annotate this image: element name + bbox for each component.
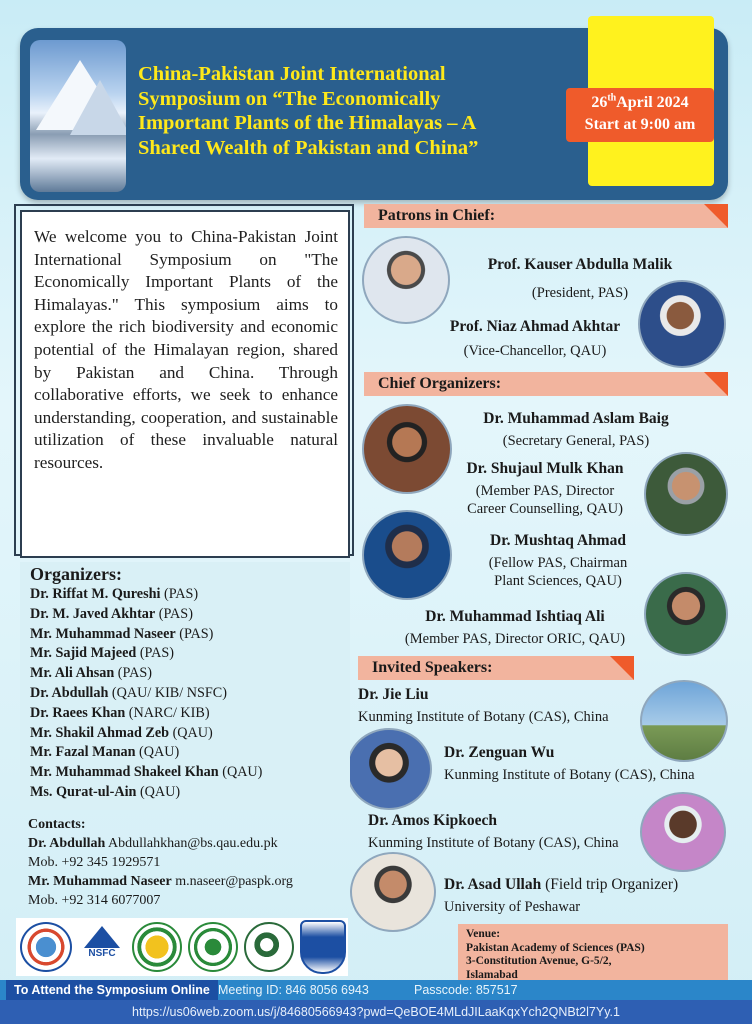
speaker-photo-kipkoech [640,792,726,872]
patron-role: (President, PAS) [531,285,629,301]
speaker-photo-wu [346,728,432,810]
contact-phone: Mob. +92 314 6077007 [28,893,161,908]
zoom-link-bar [0,1000,752,1024]
organizer-photo-ahmad [362,510,452,600]
mountain-photo [30,40,126,192]
speaker-affiliation: University of Peshawar [444,899,581,915]
list-item: Dr. Riffat M. Qureshi (PAS) [30,586,199,602]
list-item: Mr. Sajid Majeed (PAS) [30,645,174,662]
list-item: Dr. Raees Khan (NARC/ KIB) [30,704,210,721]
shield-emblem-icon [300,920,346,974]
speaker-name: Dr. Zenguan Wu [444,744,555,761]
chief-organizer-name: Dr. Shujaul Mulk Khan [466,460,624,477]
zoom-meeting-link[interactable]: https://us06web.zoom.us/j/84680566943?pwd=QeBOE4MLdJILaaKqxYch2QNBt2l7Yy.1 [132,1005,620,1019]
organizers-heading: Organizers: [30,564,122,584]
speaker-photo-liu [640,680,728,762]
nsfc-logo-icon: NSFC [76,922,128,972]
list-item: Dr. Abdullah (QAU/ KIB/ NSFC) [30,684,227,701]
contact-line: Mr. Muhammad Naseer m.naseer@paspk.org [28,874,293,889]
speaker-name: Dr. Asad Ullah (Field trip Organizer) [444,876,679,893]
list-item: Mr. Muhammad Naseer (PAS) [30,625,214,642]
meeting-passcode: Passcode: 857517 [414,983,518,997]
organizer-photo-baig [362,404,452,494]
title-line: Symposium on “The Economically [138,87,441,110]
speaker-name: Dr. Jie Liu [358,686,429,703]
venue-box [458,924,728,980]
venue-line: Pakistan Academy of Sciences (PAS) [466,941,645,954]
chief-organizer-role: Career Counselling, QAU) [467,501,623,517]
chief-organizer-name: Dr. Mushtaq Ahmad [490,532,626,549]
title-line: Shared Wealth of Pakistan and China” [138,136,479,159]
speaker-affiliation: Kunming Institute of Botany (CAS), China [444,767,695,783]
contacts-heading: Contacts: [28,817,86,832]
date-badge [566,88,714,142]
list-item: Mr. Ali Ahsan (PAS) [30,665,152,682]
contact-phone: Mob. +92 345 1929571 [28,855,161,870]
patron-photo-malik [362,236,450,324]
venue-heading: Venue: [466,928,501,940]
chief-organizer-role: (Secretary General, PAS) [502,433,650,449]
contact-email-link[interactable]: Abdullahkhan@bs.qau.edu.pk [105,836,278,851]
speaker-affiliation: Kunming Institute of Botany (CAS), China [368,835,619,851]
invited-speakers-heading: Invited Speakers: [358,656,634,680]
mountain-ridge-icon [70,80,126,135]
globe-seal-icon [20,922,72,972]
contact-email-link[interactable]: m.naseer@paspk.org [171,874,293,889]
speaker-affiliation: Kunming Institute of Botany (CAS), China [358,709,609,725]
patrons-heading: Patrons in Chief: [364,204,728,228]
chief-organizer-role: Plant Sciences, QAU) [494,573,622,589]
list-item: Mr. Muhammad Shakeel Khan (QAU) [30,764,263,781]
chief-organizer-name: Dr. Muhammad Ishtiaq Ali [425,608,605,625]
leaf-emblem-icon [188,922,238,972]
chief-organizer-role: (Member PAS, Director ORIC, QAU) [404,631,626,647]
nsfc-triangle-icon [84,926,120,948]
start-time: Start at 9:00 am [584,116,696,133]
list-item: Mr. Shakil Ahmad Zeb (QAU) [30,724,213,741]
chief-organizers-heading: Chief Organizers: [364,372,728,396]
patron-photo-akhtar [638,280,726,368]
welcome-message: We welcome you to China-Pakistan Joint International Symposium on "The Economically Important Plants of the Himalayas." This symposium aims to explore the rich biodiversity and economic potential of the Himalayan region, shared by Pakistan and China. Through collaborative efforts, we seek to enhance understanding, cooperation, and sustainable utilization of these invaluable natural resources. [20,210,350,558]
symposium-title [138,62,578,160]
list-item: Dr. M. Javed Akhtar (PAS) [30,605,193,622]
venue-line: 3-Constitution Avenue, G-5/2, [466,955,612,967]
speaker-name: Dr. Amos Kipkoech [368,812,498,829]
flower-emblem-icon [132,922,182,972]
meeting-id: Meeting ID: 846 8056 6943 [218,983,369,997]
event-date: 26thApril 2024 [591,92,689,111]
contacts-section [28,815,358,910]
venue-line: Islamabad [466,968,518,981]
attend-online-label: To Attend the Symposium Online [6,980,218,1000]
organizers-list [30,585,345,803]
patron-role: (Vice-Chancellor, QAU) [463,343,607,359]
title-line: China-Pakistan Joint International [138,63,446,85]
list-item: Ms. Qurat-ul-Ain (QAU) [30,783,181,800]
chief-organizer-role: (Member PAS, Director [475,483,615,499]
organizer-photo-ali [644,572,728,656]
list-item: Mr. Fazal Manan (QAU) [30,744,180,761]
contact-line: Dr. Abdullah Abdullahkhan@bs.qau.edu.pk [28,836,278,851]
speaker-photo-ullah [350,852,436,932]
chief-organizer-role: (Fellow PAS, Chairman [488,555,628,571]
organizer-photo-khan [644,452,728,536]
patron-name: Prof. Niaz Ahmad Akhtar [449,318,621,335]
title-line: Important Plants of the Himalayas – A [138,112,477,134]
patron-name: Prof. Kauser Abdulla Malik [487,256,673,273]
crescent-emblem-icon [244,922,294,972]
chief-organizer-name: Dr. Muhammad Aslam Baig [483,410,669,427]
